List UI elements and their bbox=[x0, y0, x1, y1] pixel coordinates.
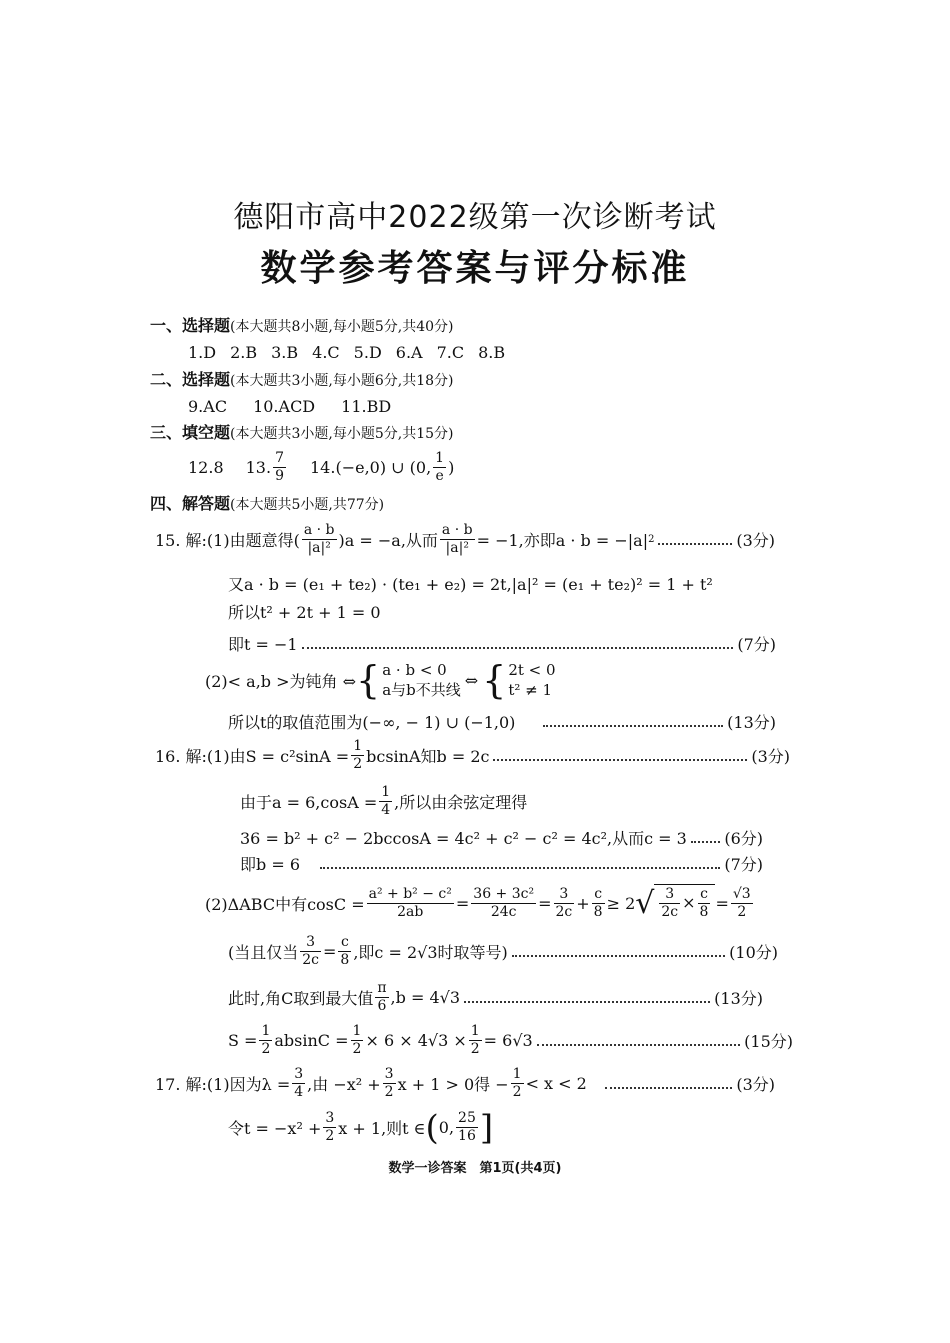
section-3-heading: 三、填空题(本大题共3小题,每小题5分,共15分) bbox=[150, 423, 454, 442]
sqrt-expression: √ $\frac{3}{2c}$ × $\frac{c}{8}$ bbox=[635, 884, 715, 922]
q17-line-1: 17. 解:(1)因为λ = $\frac{3}{4}$ ,由 −x² + $\frac{3}{2}$ x + 1 > 0得 − $\frac{1}{2}$ < x < 2 (3分) bbox=[155, 1066, 775, 1100]
answers-choice bbox=[188, 343, 519, 363]
score: (13分) bbox=[714, 989, 763, 1008]
answer-item: 6.A bbox=[395, 343, 423, 362]
answer-item: 3.B bbox=[271, 343, 299, 362]
fraction-13: $\frac{7}{9}$ bbox=[275, 450, 284, 484]
q16-line-3: 36 = b² + c² − 2bccosA = 4c² + c² − c² = 4c²,从而c = 3 (6分) bbox=[240, 826, 763, 849]
section-1-heading: 一、选择题(本大题共8小题,每小题5分,共40分) bbox=[150, 316, 454, 335]
q16-line-2: 由于a = 6,cosA = $\frac{1}{4}$ ,所以由余弦定理得 bbox=[240, 784, 528, 818]
score: (7分) bbox=[724, 855, 763, 874]
q16-line-8: S = $\frac{1}{2}$ absinC = $\frac{1}{2}$ × 6 × 4√3 × $\frac{1}{2}$ = 6√3 (15分) bbox=[228, 1023, 793, 1057]
answer-item: 4.C bbox=[312, 343, 340, 362]
q15-line-6: 所以t的取值范围为(−∞, − 1) ∪ (−1,0) (13分) bbox=[228, 710, 776, 733]
q16-line-4: 即b = 6 (7分) bbox=[240, 852, 763, 875]
q15-line-5: (2)< a,b >为钝角 ⇔ { a · b < 0 a与b不共线 ⇔ { 2t < 0 t² ≠ 1 bbox=[205, 658, 556, 702]
answer-item: 10.ACD bbox=[253, 397, 316, 416]
score: (7分) bbox=[737, 635, 776, 654]
interval-bracket: ( 0, $\frac{25}{16}$ ] bbox=[425, 1107, 494, 1148]
answer-item: 1.D bbox=[188, 343, 217, 362]
page-footer: 数学一诊答案 第1页(共4页) bbox=[388, 1161, 562, 1176]
q15-line-2: 又a · b = (e₁ + te₂) · (te₁ + e₂) = 2t,|a|² = (e₁ + te₂)² = 1 + t² bbox=[228, 575, 713, 594]
answer-item: 11.BD bbox=[341, 397, 392, 416]
q16-line-1: 16. 解:(1)由S = c²sinA = $\frac{1}{2}$ bcsinA知b = 2c (3分) bbox=[155, 738, 790, 772]
q16-line-6: (当且仅当 $\frac{3}{2c}$ = $\frac{c}{8}$ ,即c = 2√3时取等号) (10分) bbox=[228, 934, 778, 968]
q17-line-2: 令t = −x² + $\frac{3}{2}$ x + 1,则t ∈ ( 0, $\frac{25}{16}$ ] bbox=[228, 1107, 494, 1148]
answer-item: 5.D bbox=[353, 343, 382, 362]
answers-fill: 12.8 13. $\frac{7}{9}$ 14.(−e,0) ∪ (0, $\frac{1}{e}$ ) bbox=[188, 450, 455, 484]
answer-item: 2.B bbox=[230, 343, 258, 362]
score: (15分) bbox=[744, 1032, 793, 1051]
title-line-2: 数学参考答案与评分标准 bbox=[260, 248, 690, 289]
brace-system-2: { 2t < 0 t² ≠ 1 bbox=[482, 658, 556, 702]
section-4-heading: 四、解答题(本大题共5小题,共77分) bbox=[150, 494, 385, 513]
q16-line-5: (2)ΔABC中有cosC = $\frac{\text{a² + b² − c²}}{2ab}$ = $\frac{\text{36 + 3c²}}{24c}$ = $\frac{3}{2c}$ + $\frac{c}{8}$ ≥ 2 √ $\frac{3}{2c}$ × $\frac{c}{8}$ = $\frac{√3}{2}$ bbox=[205, 885, 751, 921]
brace-system-1: { a · b < 0 a与b不共线 bbox=[356, 658, 461, 702]
answer-12: 12.8 bbox=[188, 457, 224, 477]
score: (6分) bbox=[724, 829, 763, 848]
answer-item: 7.C bbox=[436, 343, 465, 362]
q15-line-4: 即t = −1 (7分) bbox=[228, 632, 776, 655]
title-line-1: 德阳市高中2022级第一次诊断考试 bbox=[233, 200, 717, 235]
answer-item: 8.B bbox=[478, 343, 506, 362]
score: (3分) bbox=[736, 531, 775, 550]
score: (10分) bbox=[729, 943, 778, 962]
fraction-14: $\frac{1}{e}$ bbox=[435, 450, 445, 484]
answer-item: 9.AC bbox=[188, 397, 228, 416]
q16-line-7: 此时,角C取到最大值 $\frac{\pi}{6}$ ,b = 4√3 (13分) bbox=[228, 980, 763, 1014]
answers-multi bbox=[188, 397, 405, 417]
score: (3分) bbox=[751, 747, 790, 766]
q15-line-3: 所以t² + 2t + 1 = 0 bbox=[228, 603, 381, 622]
section-2-heading: 二、选择题(本大题共3小题,每小题6分,共18分) bbox=[150, 370, 454, 389]
score: (13分) bbox=[727, 713, 776, 732]
score: (3分) bbox=[736, 1075, 775, 1094]
q15-line-1: 15. 解:(1)由题意得( $\frac{a \cdot b}{\text{|a|²}}$ )a = −a,从而 $\frac{a \cdot b}{\text{|a|²}}$ = −1,亦即a · b = −|a| 2 (3分) bbox=[155, 522, 775, 556]
